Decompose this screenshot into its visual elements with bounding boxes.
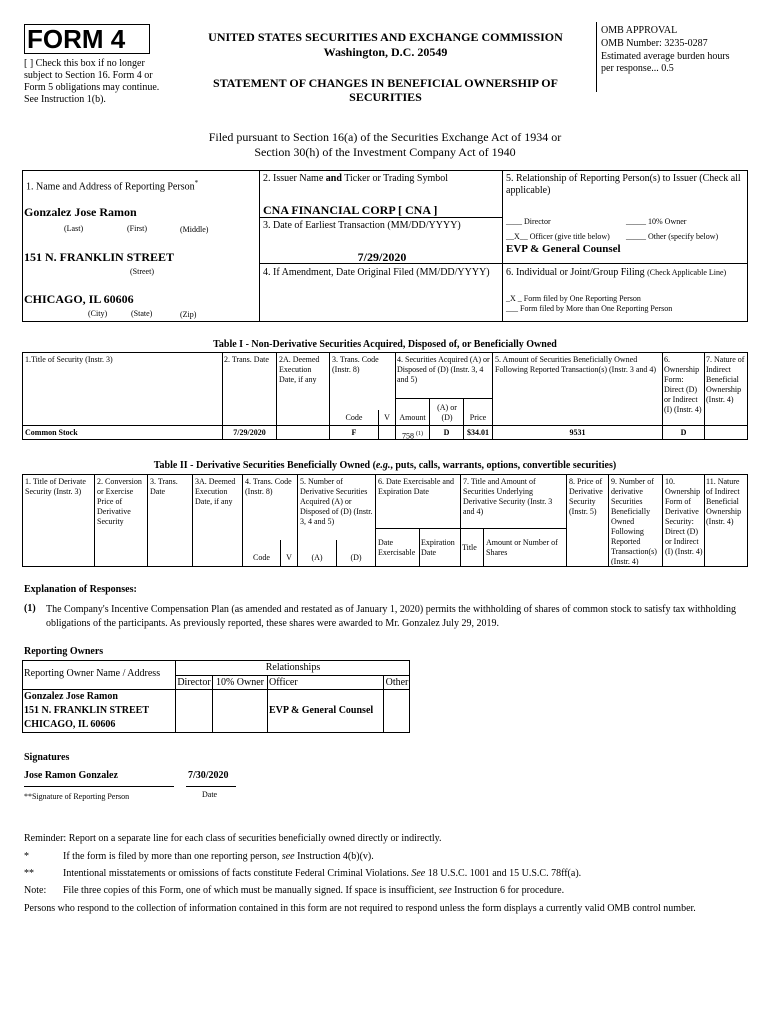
t2-sub-date-ex: Date Exercisable <box>378 538 416 557</box>
signature-label: **Signature of Reporting Person <box>24 792 130 801</box>
t2-v11 <box>483 528 484 567</box>
t2-sub-amount: Amount or Number of Shares <box>486 538 558 557</box>
earliest-transaction-date[interactable]: 7/29/2020 <box>357 250 407 264</box>
footnote-1-number: (1) <box>24 603 36 614</box>
t2-h9: 9. Number of derivative Securities Beneficially Owned Following Reported Transaction(s) (Instr. 4) <box>611 477 657 565</box>
omb-burden: Estimated average burden hours per response... 0.5 <box>601 51 730 74</box>
issuer-name[interactable]: CNA FINANCIAL CORP [ CNA ] <box>263 203 438 217</box>
t1-row-title: Common Stock <box>25 428 78 437</box>
agency-line-2: Washington, D.C. 20549 <box>323 45 448 59</box>
star1-text: If the form is filed by more than one reporting person, see Instruction 4(b)(v). <box>63 851 374 862</box>
t1-row-owned: 9531 <box>569 428 586 437</box>
owners-col-ten: 10% Owner <box>215 677 265 688</box>
signer-name: Jose Ramon Gonzalez <box>24 770 118 781</box>
filed-pursuant-1: Filed pursuant to Section 16(a) of the Securities Exchange Act of 1934 or <box>208 130 562 144</box>
owners-col-other: Other <box>385 677 409 688</box>
t2-h4: 4. Trans. Code (Instr. 8) <box>245 477 292 496</box>
date-line <box>186 786 236 787</box>
t2-sub-v: V <box>286 553 292 562</box>
t1-row-amount-value: 758 <box>402 431 414 441</box>
form-title-box <box>24 24 150 54</box>
t1-row-aord: D <box>443 428 450 437</box>
t2-h-sub <box>375 528 566 529</box>
t2-h11: 11. Nature of Indirect Beneficial Ownership (Instr. 4) <box>706 477 742 526</box>
divider-2-5 <box>502 170 503 322</box>
t2-sub-title: Title <box>462 543 477 552</box>
first-label: (First) <box>127 224 147 233</box>
street-label: (Street) <box>130 267 154 276</box>
owner-street: 151 N. FRANKLIN STREET <box>24 705 150 716</box>
owners-col-relationships: Relationships <box>265 662 321 673</box>
t1-h4: 4. Securities Acquired (A) or Disposed of (D) (Instr. 3, 4 and 5) <box>397 355 490 384</box>
t2-sub-code: Code <box>253 553 270 562</box>
note-marker: Note: <box>24 885 47 896</box>
t2-sub-exp: Expiration Date <box>421 538 455 557</box>
ow-h1 <box>175 675 410 676</box>
t1-sub-code: Code <box>345 413 363 422</box>
owner-city: CHICAGO, IL 60606 <box>24 719 116 730</box>
filed-by-one-check[interactable]: _X _ Form filed by One Reporting Person <box>506 294 641 303</box>
t1-v3 <box>329 352 330 440</box>
star1-marker: * <box>24 851 29 862</box>
ow-h2 <box>22 689 410 690</box>
owners-heading: Reporting Owners <box>24 646 104 657</box>
t2-h3: 3. Trans. Date <box>150 477 178 496</box>
sig-line <box>24 786 174 787</box>
reminder: Reminder: Report on a separate line for each class of securities beneficially owned directly or indirectly. <box>24 833 442 844</box>
t2-v1 <box>94 474 95 567</box>
box2-label: 2. Issuer Name and Ticker or Trading Symbol <box>263 173 449 184</box>
box3-label: 3. Date of Earliest Transaction (MM/DD/YYYY) <box>263 220 461 231</box>
reporting-person-city[interactable]: CHICAGO, IL 60606 <box>24 292 134 306</box>
t2-v12 <box>566 474 567 567</box>
owners-col-director: Director <box>177 677 211 688</box>
t1-h-row <box>22 425 748 426</box>
check-box-note[interactable]: [ ] Check this box if no longer subject to Section 16. Form 4 or Form 5 obligations may continue. See Instruction 1(b). <box>24 58 160 105</box>
box1-label: 1. Name and Address of Reporting Person* <box>26 179 199 193</box>
officer-title: EVP & General Counsel <box>506 243 621 255</box>
t2-h3a: 3A. Deemed Execution Date, if any <box>195 477 236 506</box>
t1-h-sub <box>395 398 492 399</box>
ow-v3 <box>267 675 268 733</box>
footnote-1-text: The Company's Incentive Compensation Plan (as amended and restated as of January 1, 2020) permits the withholding of shares of common stock to satisfy tax withholding obligations of the participants. As previously reported, these shares were awarded to Mr. Gonzalez July 29, 2019. <box>46 604 736 629</box>
t1-h1: 1.Title of Security (Instr. 3) <box>25 355 113 364</box>
director-check[interactable]: ____ Director <box>506 217 551 226</box>
t1-v8 <box>492 352 493 440</box>
date-label: Date <box>202 790 218 799</box>
t2-h1: 1. Title of Derivate Security (Instr. 3) <box>25 477 86 496</box>
t1-row-price: $34.01 <box>467 428 489 437</box>
t2-sub-a: (A) <box>311 553 323 562</box>
form-title: FORM 4 <box>27 24 126 54</box>
t1-h7: 7. Nature of Indirect Beneficial Ownership (Instr. 4) <box>706 355 745 404</box>
box5-label: 5. Relationship of Reporting Person(s) to Issuer (Check all applicable) <box>506 173 741 196</box>
t1-sub-price: Price <box>469 413 487 422</box>
t1-sub-v: V <box>384 413 390 422</box>
t1-row-amount <box>396 429 429 442</box>
t1-sub-aord: (A) or (D) <box>437 403 457 422</box>
t2-v9 <box>419 528 420 567</box>
t2-v15 <box>704 474 705 567</box>
persons-notice: Persons who respond to the collection of information contained in this form are not required to respond unless the form displays a currently valid OMB control number. <box>24 903 696 914</box>
t2-sub-d: (D) <box>350 553 362 562</box>
t1-h6: 6. Ownership Form: Direct (D) or Indirect (I) (Instr. 4) <box>664 355 702 414</box>
divider-1-2 <box>259 170 260 322</box>
zip-label: (Zip) <box>180 310 197 319</box>
footnote-1-link[interactable]: (1) <box>416 431 423 437</box>
t2-v14 <box>662 474 663 567</box>
t1-h5: 5. Amount of Securities Beneficially Owned Following Reported Transaction(s) (Instr. 3 and 4) <box>495 355 657 374</box>
table1-title: Table I - Non-Derivative Securities Acquired, Disposed of, or Beneficially Owned <box>213 339 557 350</box>
owners-col-officer: Officer <box>269 677 298 688</box>
owner-officer-title: EVP & General Counsel <box>269 705 374 716</box>
table2-title: Table II - Derivative Securities Beneficially Owned (e.g., puts, calls, warrants, options, convertible securities) <box>153 460 617 471</box>
box6-label: 6. Individual or Joint/Group Filing (Check Applicable Line) <box>506 267 727 278</box>
owner-name: Gonzalez Jose Ramon <box>24 691 118 702</box>
t1-row-code: F <box>351 428 357 437</box>
state-label: (State) <box>131 309 153 318</box>
t1-h3: 3. Trans. Code (Instr. 8) <box>332 355 379 374</box>
reporting-person-street[interactable]: 151 N. FRANKLIN STREET <box>24 250 175 264</box>
officer-check[interactable]: __X__ Officer (give title below) <box>506 232 610 241</box>
ten-pct-owner-check[interactable]: _____ 10% Owner <box>626 217 687 226</box>
t2-h7: 7. Title and Amount of Securities Underlying Derivative Security (Instr. 3 and 4) <box>463 477 553 516</box>
middle-label: (Middle) <box>180 225 209 234</box>
note-text: File three copies of this Form, one of which must be manually signed. If space is insufficient, see Instruction 6 for procedure. <box>63 885 565 896</box>
omb-divider <box>596 22 597 92</box>
t2-h8: 8. Price of Derivative Security (Instr. 5) <box>569 477 603 516</box>
star2-text: Intentional misstatements or omissions of facts constitute Federal Criminal Violations. See 18 U.S.C. 1001 and 15 U.S.C. 78ff(a). <box>63 868 582 879</box>
t2-v3 <box>192 474 193 567</box>
t1-row-date: 7/29/2020 <box>233 428 266 437</box>
owners-col-name: Reporting Owner Name / Address <box>24 668 161 679</box>
omb-number: OMB Number: 3235-0287 <box>601 38 708 49</box>
star2-marker: ** <box>24 868 34 879</box>
t1-v1 <box>222 352 223 440</box>
city-label: (City) <box>88 309 108 318</box>
statement-title: STATEMENT OF CHANGES IN BENEFICIAL OWNERSHIP OF SECURITIES <box>213 76 558 104</box>
other-check[interactable]: _____ Other (specify below) <box>626 232 719 241</box>
omb-title: OMB APPROVAL <box>601 25 678 36</box>
t1-h2: 2. Trans. Date <box>224 355 269 364</box>
t2-v10 <box>460 474 461 567</box>
divider-2-3 <box>259 217 502 218</box>
box4-label: 4. If Amendment, Date Original Filed (MM/DD/YYYY) <box>263 267 490 278</box>
t2-h2: 2. Conversion or Exercise Price of Derivative Security <box>97 477 142 526</box>
agency-line-1: UNITED STATES SECURITIES AND EXCHANGE COMMISSION <box>208 30 563 44</box>
explanation-heading: Explanation of Responses: <box>24 584 137 595</box>
t2-h10: 10. Ownership Form of Derivative Security: Direct (D) or Indirect (I) (Instr. 4) <box>665 477 703 556</box>
t1-v2 <box>276 352 277 440</box>
reporting-person-name[interactable]: Gonzalez Jose Ramon <box>24 205 137 219</box>
t2-v13 <box>608 474 609 567</box>
t2-h5: 5. Number of Derivative Securities Acquired (A) or Disposed of (D) (Instr. 3, 4 and 5) <box>300 477 373 526</box>
t2-h6: 6. Date Exercisable and Expiration Date <box>378 477 454 496</box>
t2-v2 <box>147 474 148 567</box>
t1-h2a: 2A. Deemed Execution Date, if any <box>279 355 320 384</box>
t1-v10 <box>704 352 705 440</box>
t1-v9 <box>662 352 663 440</box>
t2-v8 <box>375 474 376 567</box>
t1-row-form: D <box>680 428 687 437</box>
signature-date: 7/30/2020 <box>188 770 229 781</box>
filed-by-more-check[interactable]: ___ Form filed by More than One Reporting Person <box>506 304 673 313</box>
filed-pursuant-2: Section 30(h) of the Investment Company Act of 1940 <box>254 145 516 159</box>
signatures-heading: Signatures <box>24 752 70 763</box>
t1-v5 <box>395 352 396 440</box>
last-label: (Last) <box>64 224 84 233</box>
t1-sub-amount: Amount <box>399 413 426 422</box>
